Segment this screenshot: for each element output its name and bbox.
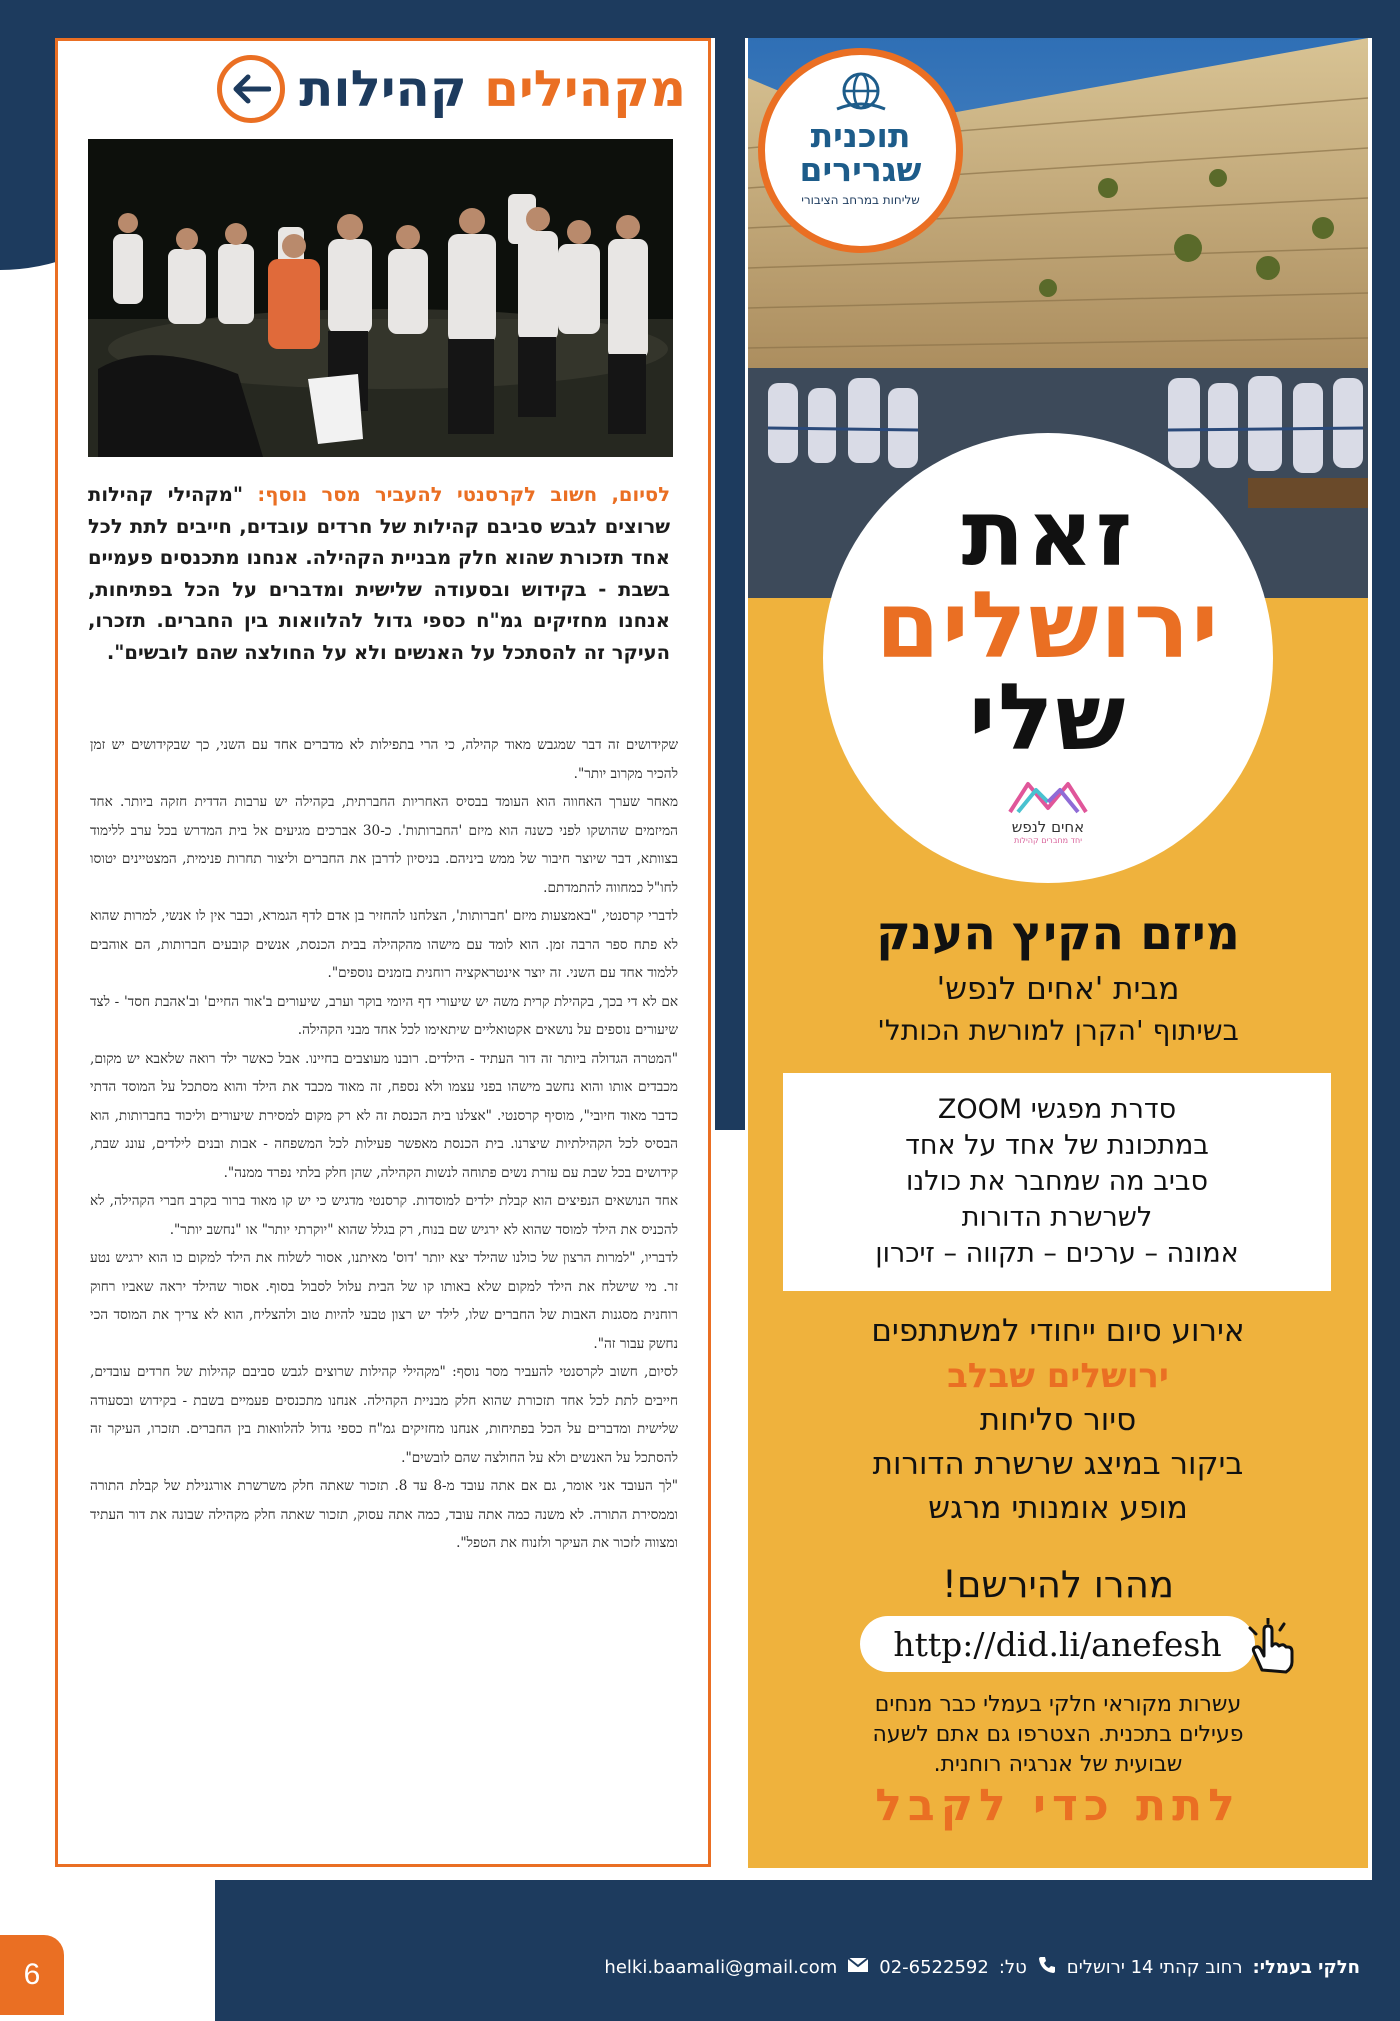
title-circle <box>823 433 1273 883</box>
mail-icon <box>847 1957 869 1978</box>
register-call: מהרו להירשם! <box>942 1563 1174 1606</box>
top-frame <box>0 0 1400 38</box>
article-paragraph: אם לא די בכך, בקהילת קרית משה יש שיעורי דף היומי בוקר וערב, שיעורים ב'אור החיים' וב'אהבת חסד' - לצד שיעורים נוספים על נושאים אקטואליים שיתאימו לכל אחד מבני הקהילה. <box>90 993 678 1038</box>
zoom-line: במתכונת של אחד על אחד <box>905 1130 1209 1161</box>
phone-icon <box>1037 1955 1057 1980</box>
zoom-sessions-box <box>783 1073 1331 1291</box>
article-title-orange: מקהילים <box>484 60 686 118</box>
pull-quote <box>88 479 670 668</box>
article-paragraph: לדבריו, "למרות הרצון של כולנו שהילד יצא יותר 'דוס' מאיתנו, אסור לשלוח את הילד למקום כו הוא ירגיש נטע זר. מי שישלח את הילד למקום שלא באותו קו של הבית עלול לסבול בסוף. אסור שהילד יראה שאביו רחוק רוחנית מסגנות האבות של החברים שלו, לילד יש רצון טבעי להיות טוב ולהצליח, הוא לא צריך את המוסד הכי נחשק עבור זה". <box>90 1250 678 1352</box>
slogan: לתת כדי לקבל <box>875 1780 1241 1831</box>
promo-headline: מיזם הקיץ הענק <box>876 906 1240 961</box>
logo-title <box>799 116 922 189</box>
registration-link[interactable]: http://did.li/anefesh <box>860 1616 1255 1672</box>
arrow-left-icon <box>217 55 285 123</box>
article-body <box>90 731 678 1558</box>
article-panel <box>55 38 711 1867</box>
column-divider <box>715 30 745 1130</box>
footer-phone[interactable]: 02-6522592 <box>879 1957 989 1978</box>
promo-panel <box>748 38 1368 1868</box>
zoom-line: סדרת מפגשי ZOOM <box>937 1094 1177 1125</box>
article-paragraph: לסיום, חשוב לקרסנטי להעביר מסר נוסף: "מקהילי קהילות שרוצים לגבש סביבם קהילות של חרדים עובדים, חייבים לתת לכל אחד תזכורת שהוא חלק מבניית הקהילה. אנחנו מתכנסים פעמיים בשבת - בקידוש ובסעודה שלישית ומדברים על הכל בפתיחות, אנחנו מחזיקים גמ"ח כספי גדול להלוואות בין החברים. תזכרו, העיקר זה להסתכל על האנשים ולא על החולצה שהם לובשים". <box>90 1364 678 1466</box>
footer-phone-label: טל: <box>998 1957 1027 1978</box>
pull-quote-lead: לסיום, חשוב לקרסנטי להעביר מסר נוסף: <box>257 483 670 506</box>
page-number: 6 <box>0 1935 64 2015</box>
logo-subtitle: שליחות במרחב הציבורי <box>801 193 920 207</box>
right-frame <box>1372 0 1400 1880</box>
article-header <box>217 55 686 123</box>
zoom-line: אמונה – ערכים – תקווה – זיכרון <box>875 1238 1239 1269</box>
event-intro: אירוע סיום ייחודי למשתתפים <box>871 1313 1245 1349</box>
community-gathering-photo <box>88 139 673 457</box>
participants-note <box>748 1690 1368 1780</box>
title-line-1: זאת <box>961 480 1135 587</box>
event-name: ירושלים שבלב <box>947 1356 1169 1396</box>
promo-subline-1: מבית 'אחים לנפש' <box>936 971 1180 1007</box>
title-line-2: ירושלים <box>875 572 1221 679</box>
footer-org-label: חלקי בעמלי: <box>1252 1957 1360 1978</box>
note-line: שבועית של אנרגיה רוחנית. <box>933 1752 1183 1777</box>
achim-logo-subtext: יחד מחברים קהילות <box>1013 836 1083 845</box>
note-line: עשרות מקוראי חלקי בעמלי כבר מנחים <box>874 1692 1242 1717</box>
note-line: פעילים בתכנית. הצטרפו גם אתם לשעה <box>872 1722 1244 1747</box>
event-item-3: מופע אומנותי מרגש <box>928 1490 1188 1526</box>
article-paragraph: "המטרה הגדולה ביותר זה דור העתיד - הילדים. רובנו מעוצבים בחיינו. אבל כאשר ילד רואה שלאבא יש מקום, מכבדים אותו והוא נחשב מישהו בפני עצמו ולא נספח, זה מאוד מכבד את הילד והוא מסתכל על המוסד הדתי כדבר מאוד חיובי", מוסיף קרסנטי. "אצלנו בית הכנסת זה לא רק מקום למסירת שיעורים וליכוד בחברותות, הוא הבסיס לכל הקהילתיות שיצרנו. בית הכנסת מאפשר פעילות לכל המשפחה - אבות ובנים לילדים, עונג שבת, קידושים בכל שבת עם עזרת נשים פתוחה לנשות הקהילה, שהן חלק בלתי נפרד ממנה". <box>90 1050 678 1181</box>
pointer-hand-icon <box>1240 1618 1300 1678</box>
achim-logo-text: אחים לנפש <box>1011 818 1085 836</box>
article-paragraph: שקידושים זה דבר שמגבש מאוד קהילה, כי הרי בתפילות לא מדברים אחד עם השני, כך שבקידושים יש זמן להכיר מקרוב יותר". <box>90 737 678 782</box>
logo-title-line: שגרירים <box>799 150 922 189</box>
title-line-3: שלי <box>968 664 1128 771</box>
article-paragraph: "לך העובד אני אומר, גם אם אתה עובד מ-8 עד 8. תזכור שאתה חלק משרשרת אורגנילת של קבלת התורה וממסירת התורה. לא משנה כמה אתה עובד, כמה אתה עסוק, תזכור שאתה חלק מקהילה שבונה את דור העתיד ומצווה לזכור את העיקר ולזנוח את הטפל". <box>90 1478 678 1551</box>
zoom-line: סביב מה שמחבר את כולנו <box>906 1166 1208 1197</box>
footer-address: רחוב קהתי 14 ירושלים <box>1066 1957 1243 1978</box>
article-title-navy: קהילות <box>299 60 467 118</box>
article-paragraph: לדברי קרסנטי, "באמצעות מיזם 'חברותות', הצלחנו להחזיר בן אדם לדף הגמרא, וכבר אין לו אנשי, למרות שהוא לא פתח ספר הרבה זמן. הוא לומד עם מישהו מהקהילה בבית הכנסת, אנשים קובעים חברותות, הם אוהבים ללמוד אחד עם השני. זה יוצר אינטראקציה רוחנית בזמנים נוספים". <box>90 908 678 981</box>
article-paragraph: אחד הנושאים הנפיצים הוא קבלת ילדים למוסדות. קרסנטי מדגיש כי יש קו מאוד ברור בקרב חברי הקהילה, לא להכניס את הילד למוסד שהוא לא ירגיש שם בנוח, רק בגלל שהוא "יוקרתי יותר" או "נחשב יותר". <box>90 1193 678 1238</box>
globe-icon <box>831 71 891 119</box>
zoom-line: לשרשרת הדורות <box>961 1202 1153 1233</box>
pull-quote-text: "מקהילי קהילות שרוצים לגבש סביבם קהילות של חרדים עובדים, חייבים לתת לכל אחד תזכורת שהוא חלק מבניית הקהילה. אנחנו מתכנסים פעמיים בשבת - בקידוש ובסעודה שלישית ומדברים על הכל בפתיחות, אנחנו מחזיקים גמ"ח כספי גדול להלוואות בין החברים. תזכרו, העיקר זה להסתכל על האנשים ולא על החולצה שהם לובשים". <box>88 483 670 664</box>
footer-contact <box>604 1955 1360 1980</box>
article-paragraph: מאחר שערך האחווה הוא העומד בבסיס האחריות החברתית, בקהילה יש ערבות הדדית חזקה ביותר. אחד המיזמים שהושקו לפני כשנה הוא מיזם 'החברותות'. כ-30 אברכים מגיעים אל בית המדרש בכל ערב ללימוד בצוותא, דבר שיוצר חיבור של ממש ביניהם. בניסיון לדרבן את החברים וליצור תחרות פנימית, המצטיינים יטוסו לחו"ל כמחווה להתמדתם. <box>90 794 678 896</box>
footer-email[interactable]: helki.baamali@gmail.com <box>604 1957 838 1978</box>
article-title <box>299 60 686 118</box>
logo-title-line: תוכנית <box>810 116 911 155</box>
event-item-2: ביקור במיצג שרשרת הדורות <box>872 1446 1244 1482</box>
ambassadors-program-logo <box>758 48 963 253</box>
event-item-1: סיור סליחות <box>979 1402 1137 1438</box>
promo-subline-2: בשיתוף 'הקרן למורשת הכותל' <box>877 1014 1239 1047</box>
achim-lanefesh-logo <box>1006 778 1090 845</box>
